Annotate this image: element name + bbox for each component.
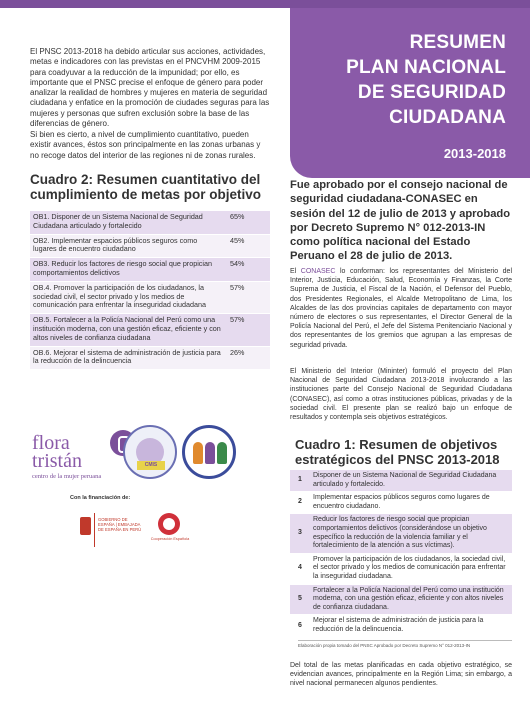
person-figure-icon [217, 442, 227, 464]
objective-text: Mejorar el sistema de administración de justicia para la reducción de la delincuencia. [310, 615, 512, 637]
title-years: 2013-2018 [443, 146, 506, 161]
people-circle-logo [182, 425, 236, 479]
conasec-body: lo conforman: los representantes del Ministerio del Interior, Justicia, Educación, Salud, Economía y Finanzas, la Corte Suprema de Justicia, el Fiscal de la Nación, el Defensor del Pueblo, dos Presidentes Regionales, el Alcalde Metropolitano de Lima, los Alcaldes de las dos provincias capitales de departamento con mayor número de electores o sus representantes, el Director General de la Policía Nacional del Perú, el Jefe del Sistema Penitenciario Nacional y dos representantes de los gremios que agrupan a las empresas de seguridad privada. [290, 268, 513, 349]
objective-number: 5 [290, 584, 310, 615]
conasec-highlight: CONASEC [300, 268, 336, 275]
cooperation-logo-text: Cooperación Española [150, 537, 190, 541]
title-line-2: PLAN NACIONAL [346, 57, 506, 78]
spain-government-logo [80, 513, 142, 547]
table-row [290, 584, 512, 615]
flora-tagline: centro de la mujer peruana [32, 473, 102, 480]
intro-paragraph-1: El PNSC 2013-2018 ha debido articular sus acciones, actividades, metas e indicadores con las previstas en el PNCVHM 2009-2015 para coadyuvar a la reducción de la impunidad; por ello, es importante que el PNSC precise el enfoque de género para poder analizar la realidad de hombres y mujeres en materia de seguridad ciudadana y enfatice en la promoción de ciudades seguras para las mujeres y personas que sufren exclusión sobre la base de las diferencias de género. [30, 47, 270, 129]
spain-logo-text: GOBIERNO DE ESPAÑA | EMBAJADA DE ESPAÑA EN PERÚ [98, 517, 142, 533]
closing-paragraph: Del total de las metas planificadas en cada objetivo estratégico, se evidencian avances, principalmente en la Región Lima; sin embargo, a nivel nacional permanecen algunos pendientes. [290, 662, 512, 688]
title-line-4: CIUDADANA [389, 107, 506, 128]
objective-number: 3 [290, 514, 310, 553]
table-row [30, 346, 270, 370]
women-network-badge: CMIS [137, 461, 165, 470]
percentage-cell: 65% [226, 211, 270, 234]
percentage-cell: 57% [226, 281, 270, 313]
person-figure-icon [205, 442, 215, 464]
objective-cell: OB.6. Mejorar el sistema de administración de justicia para la reducción de la delincuencia [30, 346, 226, 370]
flora-wordmark: flora [32, 432, 70, 454]
spanish-cooperation-logo [150, 513, 190, 547]
top-accent-stripe [0, 0, 530, 8]
cuadro-2-table [30, 211, 270, 370]
table-row [30, 234, 270, 258]
table-row [30, 281, 270, 313]
objective-cell: OB1. Disponer de un Sistema Nacional de Seguridad Ciudadana articulado y fortalecido [30, 211, 226, 234]
cuadro-1-table [290, 470, 512, 638]
tristan-wordmark: tristán [32, 450, 82, 472]
objective-text: Reducir los factores de riesgo social que propician comportamientos delictivos (considerándose un objetivo específico la reducción de la violencia familiar y el fortalecimiento de la atención a sus víctimas). [310, 514, 512, 553]
objective-number: 4 [290, 553, 310, 584]
spain-shield-icon [80, 517, 91, 535]
conasec-paragraph [290, 267, 512, 350]
objective-number: 6 [290, 615, 310, 637]
title-line-3: DE SEGURIDAD [357, 82, 506, 103]
flora-tristan-logo [28, 426, 138, 486]
table-row [290, 553, 512, 584]
logo-divider [94, 513, 95, 547]
objective-cell: OB3. Reducir los factores de riesgo social que propician comportamientos delictivos [30, 258, 226, 282]
intro-paragraph-2: Si bien es cierto, a nivel de cumplimiento cuantitativo, pueden existir avances, éstos son principalmente en las zonas urbanas y no recoge datos del interior de las regiones ni de zonas rurales. [30, 130, 261, 160]
title-line-1: RESUMEN [409, 32, 506, 53]
table-row [290, 514, 512, 553]
objective-text: Disponer de un Sistema Nacional de Seguridad Ciudadana articulado y fortalecido. [310, 470, 512, 492]
objective-cell: OB2. Implementar espacios públicos seguros como lugares de encuentro ciudadano [30, 234, 226, 258]
objective-text: Promover la participación de los ciudadanos, la sociedad civil, el sector privado y los medios de comunicación para enfrentar la inseguridad ciudadana. [310, 553, 512, 584]
cuadro-1-title: Cuadro 1: Resumen de objetivos estratégicos del PNSC 2013-2018 [295, 437, 500, 467]
table-row [30, 314, 270, 346]
women-network-logo [123, 425, 177, 479]
table-row [30, 258, 270, 282]
table-row [290, 470, 512, 492]
mininter-paragraph: El Ministerio del Interior (Mininter) formuló el proyecto del Plan Nacional de Seguridad Ciudadana 2013-2018 involucrando a las instituciones parte del Consejo Nacional de Seguridad Ciudadana (CONASEC), así como a otras instituciones públicas, privadas y de la sociedad civil. El presente plan se realizó bajo un enfoque de resultados y contempla seis objetivos estratégicos. [290, 368, 512, 422]
cooperation-emblem-icon [158, 513, 180, 535]
approval-statement: Fue aprobado por el consejo nacional de seguridad ciudadana-CONASEC en sesión del 12 de julio de 2013 y aprobado por Decreto Supremo N° 012-2013-IN como política nacional del Estado Peruano el 28 de julio de 2013. [290, 179, 511, 263]
table-row [290, 615, 512, 637]
objective-number: 1 [290, 470, 310, 492]
funding-label: Con la financiación de: [70, 495, 131, 501]
conasec-lead: El [290, 268, 301, 275]
objective-cell: OB.5. Fortalecer a la Policía Nacional del Perú como una institución moderna, con una gestión eficaz, eficiente y con altos niveles de confianza ciudadana [30, 314, 226, 346]
person-figure-icon [193, 442, 203, 464]
objective-text: Fortalecer a la Policía Nacional del Perú como una institución moderna, con una gestión eficaz, eficiente y con altos niveles de confianza ciudadana. [310, 584, 512, 615]
table-row [290, 492, 512, 514]
table-source-note: Elaboración propia tomado del PNSC Aprobado por Decreto Supremo N° 012-2013-IN [298, 640, 512, 648]
objective-cell: OB.4. Promover la participación de los ciudadanos, la sociedad civil, el sector privado y los medios de comunicación para enfrentar la inseguridad ciudadana [30, 281, 226, 313]
percentage-cell: 26% [226, 346, 270, 370]
percentage-cell: 45% [226, 234, 270, 258]
title-banner [290, 8, 530, 178]
table-row [30, 211, 270, 234]
percentage-cell: 54% [226, 258, 270, 282]
cuadro-2-title: Cuadro 2: Resumen cuantitativo del cumplimiento de metas por objetivo [30, 172, 262, 202]
percentage-cell: 57% [226, 314, 270, 346]
objective-number: 2 [290, 492, 310, 514]
objective-text: Implementar espacios públicos seguros como lugares de encuentro ciudadano. [310, 492, 512, 514]
